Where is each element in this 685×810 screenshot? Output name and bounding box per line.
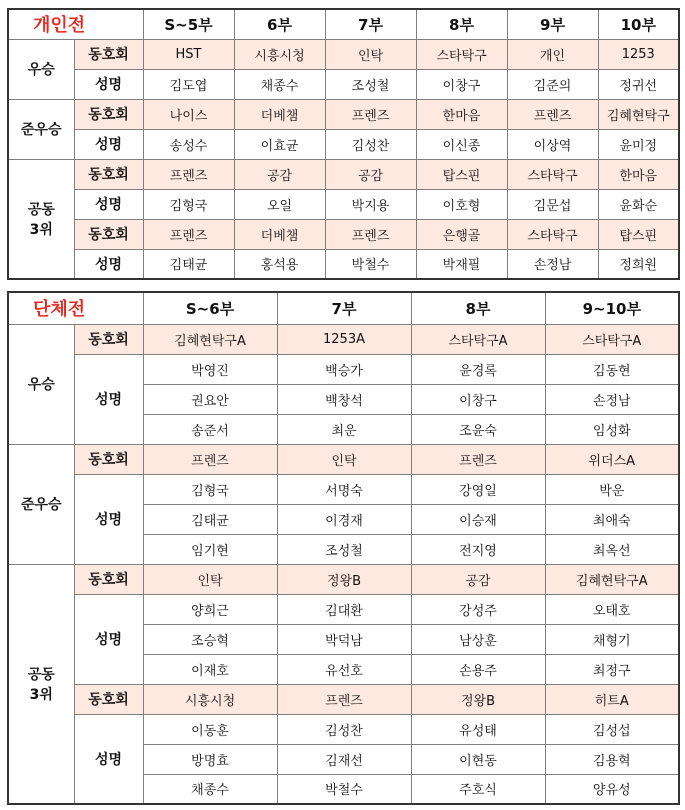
- table-row: [8, 159, 679, 189]
- name-cell: 오일: [234, 189, 325, 219]
- table-row: [8, 249, 679, 279]
- name-cell: 윤화순: [598, 189, 679, 219]
- club-cell: 히트A: [545, 684, 679, 714]
- club-cell: 스타탁구: [507, 219, 598, 249]
- club-cell: 탑스핀: [416, 159, 507, 189]
- club-cell: 프렌즈: [277, 684, 411, 714]
- club-label: 동호회: [74, 444, 143, 474]
- name-cell: 손정남: [507, 249, 598, 279]
- name-cell: 유성태: [411, 714, 545, 744]
- club-cell: 1253: [598, 39, 679, 69]
- division-header: 6부: [234, 9, 325, 39]
- division-header: 8부: [416, 9, 507, 39]
- table-row: [8, 354, 679, 384]
- name-cell: 김문섭: [507, 189, 598, 219]
- name-cell: 손용주: [411, 654, 545, 684]
- placement-label: 우승: [8, 324, 74, 444]
- table-row: [8, 69, 679, 99]
- name-cell: 권요안: [143, 384, 277, 414]
- name-cell: 김형국: [143, 189, 234, 219]
- name-cell: 윤미정: [598, 129, 679, 159]
- name-cell: 채종수: [143, 774, 277, 804]
- club-cell: 프렌즈: [143, 159, 234, 189]
- club-cell: 프렌즈: [143, 219, 234, 249]
- name-cell: 최애숙: [545, 504, 679, 534]
- club-label: 동호회: [74, 99, 143, 129]
- name-cell: 유선호: [277, 654, 411, 684]
- table-row: [8, 219, 679, 249]
- name-cell: 김재선: [277, 744, 411, 774]
- division-header: 8부: [411, 292, 545, 324]
- division-header: 7부: [277, 292, 411, 324]
- club-label: 동호회: [74, 324, 143, 354]
- name-cell: 김태균: [143, 249, 234, 279]
- name-cell: 양유성: [545, 774, 679, 804]
- club-cell: 공감: [325, 159, 416, 189]
- name-label: 성명: [74, 69, 143, 99]
- table-row: [8, 189, 679, 219]
- club-label: 동호회: [74, 219, 143, 249]
- name-cell: 방명효: [143, 744, 277, 774]
- name-cell: 박영진: [143, 354, 277, 384]
- club-cell: 인탁: [325, 39, 416, 69]
- table-row: [8, 594, 679, 624]
- table-row: [8, 99, 679, 129]
- name-cell: 백창석: [277, 384, 411, 414]
- name-cell: 김도엽: [143, 69, 234, 99]
- table-row: [8, 714, 679, 744]
- club-cell: 프렌즈: [325, 219, 416, 249]
- individual-title: 개인전: [8, 9, 143, 39]
- division-header: S~5부: [143, 9, 234, 39]
- division-header: S~6부: [143, 292, 277, 324]
- name-cell: 김성섭: [545, 714, 679, 744]
- name-cell: 이호형: [416, 189, 507, 219]
- placement-label: 준우승: [8, 444, 74, 564]
- name-cell: 채종수: [234, 69, 325, 99]
- club-cell: 스타탁구A: [545, 324, 679, 354]
- team-header-row: [8, 292, 679, 324]
- name-cell: 최옥선: [545, 534, 679, 564]
- table-row: [8, 39, 679, 69]
- name-cell: 조승혁: [143, 624, 277, 654]
- name-cell: 오태호: [545, 594, 679, 624]
- club-cell: 탑스핀: [598, 219, 679, 249]
- club-cell: 김혜현탁구A: [545, 564, 679, 594]
- name-cell: 송준서: [143, 414, 277, 444]
- individual-header-row: [8, 9, 679, 39]
- name-cell: 이승재: [411, 504, 545, 534]
- name-cell: 이경재: [277, 504, 411, 534]
- name-cell: 최정구: [545, 654, 679, 684]
- club-cell: 스타탁구: [507, 159, 598, 189]
- name-cell: 이재호: [143, 654, 277, 684]
- name-cell: 박재필: [416, 249, 507, 279]
- table-row: [8, 564, 679, 594]
- name-cell: 김성찬: [325, 129, 416, 159]
- division-header: 7부: [325, 9, 416, 39]
- name-label: 성명: [74, 249, 143, 279]
- club-cell: 프렌즈: [325, 99, 416, 129]
- placement-label: 준우승: [8, 99, 74, 159]
- club-cell: 정왕B: [411, 684, 545, 714]
- name-cell: 김동현: [545, 354, 679, 384]
- placement-label: 공동 3위: [8, 159, 74, 279]
- club-cell: 개인: [507, 39, 598, 69]
- table-row: [8, 684, 679, 714]
- name-cell: 이효균: [234, 129, 325, 159]
- name-cell: 강성주: [411, 594, 545, 624]
- placement-label: 공동 3위: [8, 564, 74, 804]
- name-cell: 남상훈: [411, 624, 545, 654]
- name-cell: 이동훈: [143, 714, 277, 744]
- name-cell: 백승가: [277, 354, 411, 384]
- table-row: [8, 129, 679, 159]
- club-cell: 프렌즈: [143, 444, 277, 474]
- table-row: [8, 444, 679, 474]
- name-cell: 손정남: [545, 384, 679, 414]
- name-label: 성명: [74, 189, 143, 219]
- name-cell: 윤경록: [411, 354, 545, 384]
- name-label: 성명: [74, 354, 143, 444]
- club-label: 동호회: [74, 39, 143, 69]
- name-cell: 박운: [545, 474, 679, 504]
- name-label: 성명: [74, 714, 143, 804]
- name-cell: 박덕남: [277, 624, 411, 654]
- name-cell: 송성수: [143, 129, 234, 159]
- table-row: [8, 324, 679, 354]
- club-cell: 김혜현탁구A: [143, 324, 277, 354]
- name-cell: 조윤숙: [411, 414, 545, 444]
- division-header: 10부: [598, 9, 679, 39]
- name-cell: 주호식: [411, 774, 545, 804]
- team-results-table: [7, 291, 680, 805]
- club-cell: 위더스A: [545, 444, 679, 474]
- club-cell: 프렌즈: [411, 444, 545, 474]
- name-cell: 조성철: [325, 69, 416, 99]
- club-cell: 시흥시청: [143, 684, 277, 714]
- name-cell: 김성찬: [277, 714, 411, 744]
- name-cell: 박철수: [277, 774, 411, 804]
- name-cell: 서명숙: [277, 474, 411, 504]
- club-cell: 공감: [411, 564, 545, 594]
- name-cell: 정귀선: [598, 69, 679, 99]
- name-label: 성명: [74, 474, 143, 564]
- name-cell: 이신종: [416, 129, 507, 159]
- name-cell: 홍석용: [234, 249, 325, 279]
- club-cell: 정왕B: [277, 564, 411, 594]
- team-title: 단체전: [8, 292, 143, 324]
- division-header: 9부: [507, 9, 598, 39]
- name-cell: 양희근: [143, 594, 277, 624]
- club-cell: 공감: [234, 159, 325, 189]
- name-cell: 김형국: [143, 474, 277, 504]
- name-cell: 강영일: [411, 474, 545, 504]
- club-label: 동호회: [74, 684, 143, 714]
- name-cell: 김준의: [507, 69, 598, 99]
- club-cell: 스타탁구A: [411, 324, 545, 354]
- club-cell: 한마음: [598, 159, 679, 189]
- club-cell: 은행골: [416, 219, 507, 249]
- division-header: 9~10부: [545, 292, 679, 324]
- name-cell: 박철수: [325, 249, 416, 279]
- name-label: 성명: [74, 129, 143, 159]
- club-cell: HST: [143, 39, 234, 69]
- name-cell: 조성철: [277, 534, 411, 564]
- name-cell: 임기현: [143, 534, 277, 564]
- club-cell: 1253A: [277, 324, 411, 354]
- club-cell: 인탁: [143, 564, 277, 594]
- club-cell: 더베챔: [234, 219, 325, 249]
- name-cell: 전지영: [411, 534, 545, 564]
- club-cell: 인탁: [277, 444, 411, 474]
- name-cell: 박지용: [325, 189, 416, 219]
- placement-label: 우승: [8, 39, 74, 99]
- name-cell: 이현동: [411, 744, 545, 774]
- table-row: [8, 474, 679, 504]
- name-cell: 김대환: [277, 594, 411, 624]
- club-cell: 시흥시청: [234, 39, 325, 69]
- club-cell: 나이스: [143, 99, 234, 129]
- individual-results-table: [7, 8, 680, 280]
- name-cell: 김용혁: [545, 744, 679, 774]
- name-cell: 정희원: [598, 249, 679, 279]
- name-cell: 임성화: [545, 414, 679, 444]
- club-cell: 프렌즈: [507, 99, 598, 129]
- name-cell: 최운: [277, 414, 411, 444]
- name-cell: 채형기: [545, 624, 679, 654]
- name-cell: 이창구: [416, 69, 507, 99]
- club-label: 동호회: [74, 564, 143, 594]
- name-cell: 이상역: [507, 129, 598, 159]
- name-cell: 이창구: [411, 384, 545, 414]
- name-label: 성명: [74, 594, 143, 684]
- club-label: 동호회: [74, 159, 143, 189]
- club-cell: 스타탁구: [416, 39, 507, 69]
- club-cell: 한마음: [416, 99, 507, 129]
- name-cell: 김태균: [143, 504, 277, 534]
- club-cell: 더베챔: [234, 99, 325, 129]
- club-cell: 김혜현탁구: [598, 99, 679, 129]
